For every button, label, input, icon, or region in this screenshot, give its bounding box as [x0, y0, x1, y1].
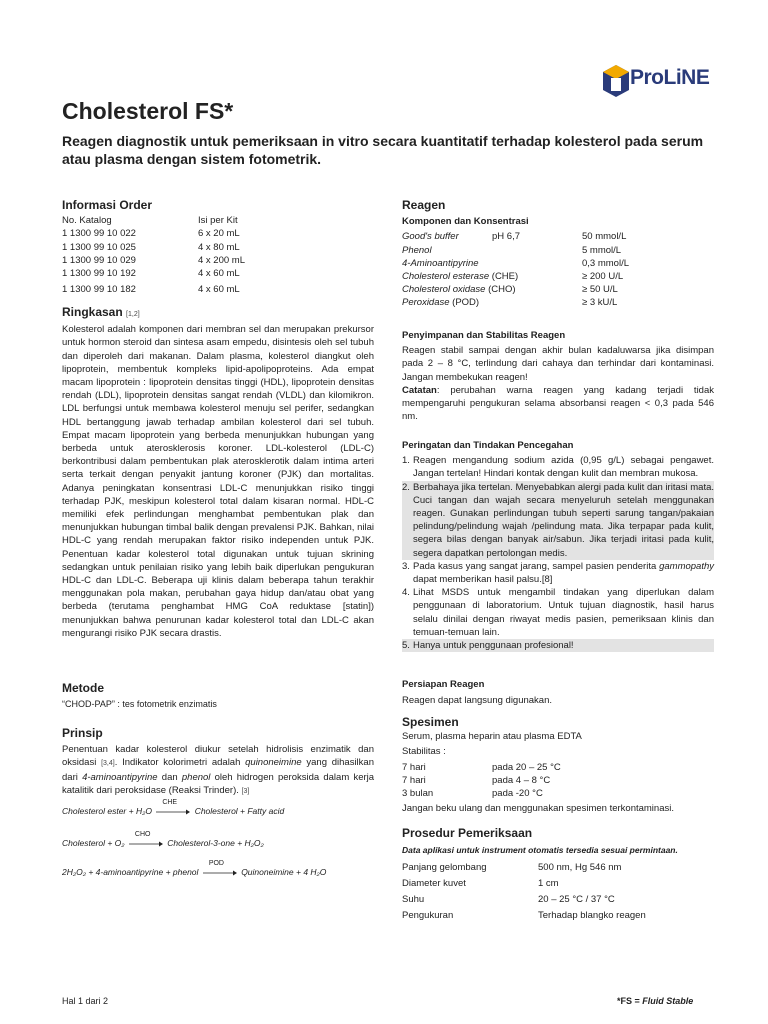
table-cell: 7 hari [402, 774, 426, 786]
list-item: 3. Pada kasus yang sangat jarang, sampel pasien penderita gammopathy dapat memberikan hasil palsu.[8] [402, 560, 715, 586]
page-title: Cholesterol FS* [62, 98, 234, 124]
footer-note: *FS = Fluid Stable [617, 996, 694, 1006]
enzyme-label: CHE [162, 798, 178, 806]
equation-1: Cholesterol ester + H₂O CHE Cholesterol + Fatty acid [62, 798, 285, 816]
procedure-section [402, 827, 714, 922]
table-cell: ≥ 200 U/L [582, 271, 624, 283]
order-col-catalog: No. Katalog [62, 215, 112, 227]
table-cell: Cholesterol esterase (CHE) [402, 271, 519, 283]
list-item: 1. Reagen mengandung sodium azida (0,95 g/L) sebagai pengawet. Jangan tertelan! Hindari kontak dengan kulit dan membran mukosa. [402, 455, 714, 480]
enzyme-label: POD [208, 859, 224, 867]
list-item: 4. Lihat MSDS untuk mengambil tindakan yang diperlukan dalam penggunaan di laboratorium. Untuk tujuan diagnostik, hasil harus selalu dinilai dengan riwayat medis pasien, pemeriksaan klinis dan temuan-temuan lain. [402, 587, 714, 638]
table-cell: Panjang gelombang [402, 862, 487, 874]
method-section [62, 682, 374, 711]
principle-heading: Prinsip [62, 726, 103, 740]
table-cell: 4 x 60 mL [198, 284, 240, 296]
table-cell: 20 – 25 °C / 37 °C [538, 894, 615, 905]
enzyme-label: CHO [134, 830, 151, 838]
prep-section [402, 678, 714, 707]
table-cell: 1 1300 99 10 182 [62, 284, 136, 296]
table-cell: pH 6,7 [492, 231, 520, 243]
procedure-subheading: Data aplikasi untuk instrument otomatis tersedia sesuai permintaan. [402, 845, 678, 856]
equation-2: Cholesterol + O₂ CHO Cholesterol-3-one + H₂O₂ [62, 830, 264, 848]
reagent-heading: Reagen [402, 198, 446, 212]
table-cell: 50 mmol/L [582, 231, 627, 243]
page-number: Hal 1 dari 2 [62, 996, 109, 1006]
logo-wordmark: ProLiNE [630, 66, 710, 89]
storage-heading: Penyimpanan dan Stabilitas Reagen [402, 330, 566, 341]
table-cell: 4 x 200 mL [198, 254, 245, 266]
reaction-arrow-icon [156, 798, 190, 817]
table-cell: 0,3 mmol/L [582, 257, 629, 269]
warnings-section [402, 439, 714, 652]
prep-text: Reagen dapat langsung digunakan. [402, 695, 553, 707]
table-cell: 1 1300 99 10 025 [62, 241, 136, 253]
table-cell: pada 4 – 8 °C [492, 774, 551, 786]
storage-section [402, 329, 714, 423]
proline-logo-icon [602, 64, 630, 98]
table-cell: ≥ 3 kU/L [582, 297, 618, 309]
reaction-arrow-icon [203, 859, 237, 878]
specimen-table [402, 761, 714, 801]
method-text: “CHOD-PAP” : tes fotometrik enzimatis [62, 699, 217, 710]
table-cell: Terhadap blangko reagen [538, 909, 646, 921]
order-section [62, 199, 374, 296]
storage-note: Catatan: perubahan warna reagen yang kadang terjadi tidak mempengaruhi pengukuran selama absorbansi reagen < 0,3 pada 546 nm. [402, 384, 714, 423]
reagent-section [402, 199, 714, 310]
table-cell: 6 x 20 mL [198, 228, 240, 240]
order-col-kit: Isi per Kit [198, 215, 238, 227]
table-cell: 7 hari [402, 761, 426, 773]
method-heading: Metode [62, 681, 104, 695]
summary-section [62, 306, 374, 640]
table-cell: 4-Aminoantipyrine [402, 257, 479, 269]
specimen-heading: Spesimen [402, 715, 459, 729]
table-cell: 5 mmol/L [582, 244, 622, 256]
table-cell: Good's buffer [402, 231, 459, 243]
order-table [62, 214, 374, 296]
table-cell: Phenol [402, 244, 432, 256]
table-cell: 3 bulan [402, 788, 434, 800]
order-heading: Informasi Order [62, 198, 153, 212]
table-cell: Suhu [402, 894, 425, 905]
table-cell: 4 x 80 mL [198, 241, 240, 253]
specimen-note: Jangan beku ulang dan menggunakan spesimen terkontaminasi. [402, 803, 674, 815]
reaction-arrow-icon [129, 830, 163, 849]
table-cell: 1 1300 99 10 029 [62, 254, 136, 266]
principle-text: Penentuan kadar kolesterol diukur setelah hidrolisis enzimatik dan oksidasi [3,4]. Indikator kolorimetri adalah quinoneimine yang dihasilkan dari 4-aminoantipyrine dan phenol oleh hidrogen peroksida dalam kerja katalitik dari peroksidase (Reaksi Trinder). [3] [62, 744, 375, 796]
storage-text: Reagen stabil sampai dengan akhir bulan kadaluwarsa jika disimpan pada 2 – 8 °C, terlindung dari cahaya dan terhindar dari kontaminasi. Jangan membekukan reagen! [402, 345, 714, 383]
procedure-heading: Prosedur Pemeriksaan [402, 826, 533, 840]
proline-logo [602, 60, 712, 100]
summary-ref: [1,2] [126, 311, 140, 318]
table-cell: 500 nm, Hg 546 nm [538, 862, 622, 874]
list-item: 2. Berbahaya jika tertelan. Menyebabkan alergi pada kulit dan iritasi mata. Cuci tangan dan wajah secara menyeluruh setelah menggunakan reagen. Gunakan perlindungan tubuh seperti sarung tangan/pakaian pelindung/pelindung wajah /pelindung mata. Jika terpapar pada kulit, segera bilas dengan banyak air/sabun. Jika terjadi iritasi pada kulit, segera dapatkan pertolongan medis. [402, 481, 715, 559]
specimen-section [402, 716, 714, 815]
prep-heading: Persiapan Reagen [402, 679, 485, 690]
table-cell: Cholesterol oxidase (CHO) [402, 284, 516, 296]
equation-3: 2H₂O₂ + 4-aminoantipyrine + phenol POD Quinoneimine + 4 H₂O [62, 859, 327, 877]
list-item: 5. Hanya untuk penggunaan profesional! [402, 639, 714, 652]
table-cell: pada 20 – 25 °C [492, 761, 561, 773]
table-cell: 1 1300 99 10 192 [62, 268, 136, 280]
table-cell: Pengukuran [402, 909, 454, 921]
table-cell: ≥ 50 U/L [582, 284, 618, 296]
stability-label: Stabilitas : [402, 746, 446, 758]
warnings-list [402, 454, 714, 652]
reagent-subheading: Komponen dan Konsentrasi [402, 216, 529, 228]
table-cell: Peroxidase (POD) [402, 297, 480, 309]
warnings-heading: Peringatan dan Tindakan Pencegahan [402, 440, 574, 451]
table-cell: 4 x 60 mL [198, 268, 240, 280]
table-cell: Diameter kuvet [402, 878, 466, 890]
table-cell: 1 1300 99 10 022 [62, 228, 136, 240]
summary-heading: Ringkasan [1,2] [62, 305, 140, 319]
table-cell: 1 cm [538, 878, 559, 890]
principle-section [62, 727, 374, 798]
procedure-table [402, 861, 714, 922]
reagent-table [402, 230, 714, 309]
page-subtitle: Reagen diagnostik untuk pemeriksaan in vitro secara kuantitatif terhadap kolesterol pada serum atau plasma dengan sistem fotometrik. [62, 133, 704, 167]
specimen-text: Serum, plasma heparin atau plasma EDTA [402, 731, 582, 743]
table-cell: pada -20 °C [492, 788, 543, 800]
summary-text: Kolesterol adalah komponen dari membran sel dan merupakan prekursor untuk hormon steroid dan sintesa asam empedu, disintesis oleh sel tubuh dan diperoleh dari makanan. Dalam plasma, kolesterol diangkut oleh lipoprotein, membentuk kompleks lipid-apolipoproteins. Ada empat macam lipoprotein : lipoprotein densitas tinggi (HDL), lipoprotein densitas rendah (LDL), lipoprotein densitas sangat rendah (VLDL) dan kilomikron. LDL berfungsi untuk membawa kolesterol menuju sel perifer, sedangkan HDL bertanggung jawab terhadap ambilan kolesterol dari sel tubuh. Empat macam lipoprotein yang berbeda menunjukkan hubungan yang berbeda untuk aterosklerosis koroner. LDL-kolesterol (LDL-C) berkontribusi dalam pembentukan plak aterosklerotik dalam intima arteri serta terkait dengan penyakit jantung koroner (PJK) dan mortalitas. Adanya peningkatan konsentrasi LDL-C menunjukkan risiko tinggi terhadap PJK, meskipun kolesterol total dalam kisaran normal. HDL-C memiliki efek perlindungan menghambat pembentukan plak dan menunjukkan hubungan timbal balik dengan prevalensi PJK. Bahkan, nilai HDL-C yang rendah merupakan faktor risiko independen untuk PJK. Penentuan kadar kolesterol total digunakan untuk tujuan skrining sedangkan untuk penilaian risiko yang lebih baik diperlukan pengukuran HDL-C dan LDL-C. Beberapa uji klinis dalam beberapa tahun terakhir menggunakan pola makan, perubahan gaya hidup dan/atau obat yang berbeda (terutama penghambat HMG CoA reduktase [statin]) menunjukkan bahwa penurunan kadar kolesterol total dan LDL-C akan mengurangi risiko PJK secara drastis. [62, 324, 374, 639]
